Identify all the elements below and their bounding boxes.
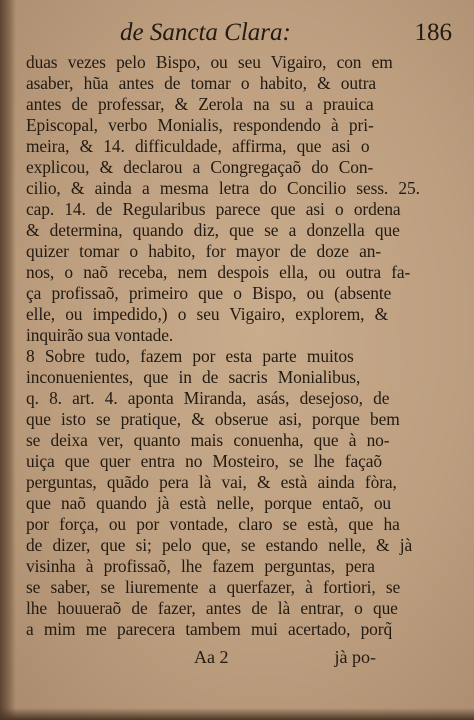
text-line: cilio, & ainda a mesma letra do Concilio sess. 25.: [26, 178, 420, 198]
text-line: se deixa ver, quanto mais conuenha, que à no-: [26, 430, 390, 450]
page-footer: [26, 646, 458, 672]
text-line: se saber, se liuremente a querfazer, à fortiori, se: [26, 577, 401, 597]
signature-mark: Aa 2: [194, 647, 229, 667]
text-line: por força, ou por vontade, claro se està, que ha: [26, 514, 400, 534]
text-line: explicou, & declarou a Congregaçaõ do Con-: [26, 157, 374, 177]
text-line: 8 Sobre tudo, fazem por esta parte muitos: [26, 346, 354, 366]
page-bottom-edge: [0, 708, 474, 720]
text-line: q. 8. art. 4. aponta Miranda, asás, desejoso, de: [26, 388, 390, 408]
running-head: de Sancta Clara:: [120, 19, 291, 46]
text-line: visinha à profissaõ, lhe fazem perguntas, pera: [26, 556, 375, 576]
text-line: duas vezes pelo Bispo, ou seu Vigairo, con em: [26, 52, 393, 72]
text-line: antes de professar, & Zerola na su a prauica: [26, 94, 374, 114]
text-line: uiça que quer entra no Mosteiro, se lhe façaõ: [26, 451, 382, 471]
text-line: de dizer, que si; pelo que, se estando nelle, & jà: [26, 535, 413, 555]
page-header: [26, 18, 458, 52]
text-line: quizer tomar o habito, for mayor de doze an-: [26, 241, 382, 261]
text-line: inquirão sua vontade.: [26, 325, 174, 345]
text-line: que isto se pratique, & obserue asi, porque bem: [26, 409, 400, 429]
text-block: [26, 18, 458, 672]
text-line: cap. 14. de Regularibus parece que asi o ordena: [26, 199, 401, 219]
text-line: que naõ quando jà està nelle, porque entaõ, ou: [26, 493, 392, 513]
binding-edge: [0, 0, 16, 720]
catchword: jà po-: [334, 647, 376, 667]
page-number: 186: [414, 19, 452, 46]
body-text: [26, 52, 458, 640]
text-line: & determina, quando diz, que se a donzella que: [26, 220, 400, 240]
text-line: asaber, hũa antes de tomar o habito, & outra: [26, 73, 377, 93]
text-line: nos, o naõ receba, nem despois ella, ou outra fa-: [26, 262, 411, 282]
text-line: perguntas, quãdo pera là vai, & està ainda fòra,: [26, 472, 397, 492]
text-line: meira, & 14. difficuldade, affirma, que asi o: [26, 136, 370, 156]
text-line: ça profissaõ, primeiro que o Bispo, ou (absente: [26, 283, 392, 303]
text-line: Episcopal, verbo Monialis, respondendo à pri-: [26, 115, 374, 135]
text-line: a mim me parecera tambem mui acertado, porq̃: [26, 619, 393, 639]
text-line: lhe houueraõ de fazer, antes de là entrar, o que: [26, 598, 398, 618]
text-line: elle, ou impedido,) o seu Vigairo, explorem, &: [26, 304, 389, 324]
text-line: inconuenientes, que in de sacris Monialibus,: [26, 367, 361, 387]
